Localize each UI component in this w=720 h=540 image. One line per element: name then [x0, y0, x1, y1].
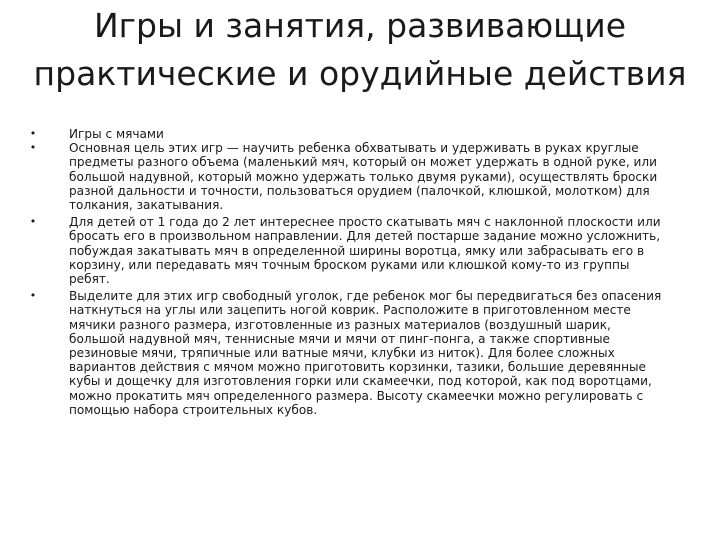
list-item-text: Выделите для этих игр свободный уголок, где ребенок мог бы передвигаться без опасения наткнуться на углы или зацепить ногой коврик. Расположите в приготовленном месте мячики разного размера, изготовленные из разных материалов (воздушный шарик, большой надувной мяч, теннисные мячи и мячи от пинг-понга, а также спортивные резиновые мячи, тряпичные или ватные мячи, клубки из ниток). Для более сложных вариантов действия с мячом можно приготовить корзинки, тазики, большие деревянные кубы и дощечку для изготовления горки или скамеечки, под которой, как под воротцами, можно прокатить мяч определенного размера. Высоту скамеечки можно регулировать с помощью набора строительных кубов.: [69, 289, 662, 417]
bullet-icon: •: [29, 141, 37, 155]
bullet-icon: •: [29, 127, 37, 140]
list-item: [26, 141, 666, 212]
list-item: [26, 215, 666, 286]
list-item-text: Игры с мячами: [69, 127, 164, 141]
page-title: [20, 2, 700, 98]
bullet-list: [26, 127, 666, 420]
list-item: [26, 289, 666, 417]
list-item-text: Для детей от 1 года до 2 лет интереснее просто скатывать мяч с наклонной плоскости или бросать его в произвольном направлении. Для детей постарше задание можно усложнить, побуждая закатывать мяч в определенной ширины воротца, ямку или забрасывать его в корзину, или передавать мяч точным броском руками или клюшкой кому-то из группы ребят.: [69, 215, 661, 287]
list-item: [26, 127, 666, 141]
bullet-icon: •: [29, 289, 37, 303]
title-line-1: Игры и занятия, развивающие: [93, 6, 627, 45]
list-item-text: Основная цель этих игр — научить ребенка обхватывать и удерживать в руках круглые предметы разного объема (маленький мяч, который он может удержать в одной руке, или большой надувной, который можно удержать только двумя руками), осуществлять броски разной дальности и точности, пользоваться орудием (палочкой, клюшкой, молотком) для толкания, закатывания.: [69, 141, 658, 213]
bullet-icon: •: [29, 215, 37, 229]
title-line-2: практические и орудийные действия: [33, 54, 687, 93]
